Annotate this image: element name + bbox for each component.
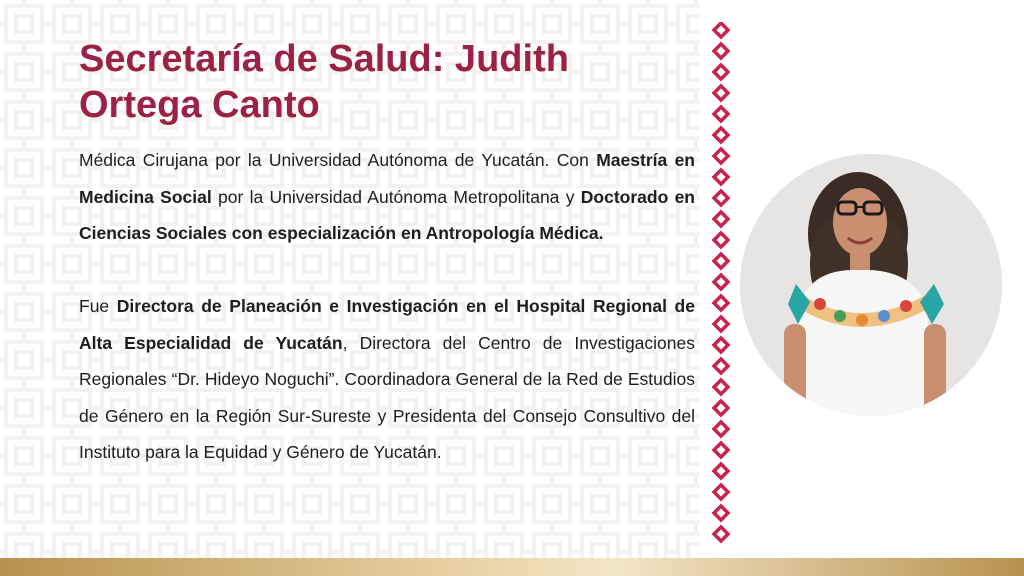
chain-link (714, 65, 728, 79)
chain-link (714, 380, 728, 394)
chain-link (714, 233, 728, 247)
chain-link (714, 443, 728, 457)
bio-text-bold: Directora de Planeación e Investigación en el Hospital Regional de Alta Especialidad de Yucatán (79, 296, 695, 353)
chain-link (714, 506, 728, 520)
chain-link (714, 527, 728, 541)
chain-link (714, 338, 728, 352)
chain-link (714, 485, 728, 499)
chain-link (714, 23, 728, 37)
bio-text-bold: Doctorado en Ciencias Sociales con especialización en Antropología Médica. (79, 186, 695, 243)
chain-link (714, 254, 728, 268)
bio-text-segment: Fue (79, 296, 117, 316)
chain-link (714, 44, 728, 58)
chain-divider-icon (709, 22, 733, 552)
chain-link (714, 107, 728, 121)
bio-text-segment: por la Universidad Autónoma Metropolitana y (211, 186, 581, 207)
chain-link (714, 170, 728, 184)
chain-link (714, 422, 728, 436)
bottom-band (0, 558, 1024, 576)
bio-text-bold: Maestría en Medicina Social (79, 150, 695, 207)
chain-link (714, 296, 728, 310)
portrait-photo (740, 154, 1002, 416)
page-title: Secretaría de Salud: Judith Ortega Canto (79, 38, 569, 126)
chain-link (714, 401, 728, 415)
chain-link (714, 128, 728, 142)
chain-link (714, 191, 728, 205)
bio-paragraph-1 (79, 142, 695, 252)
bio-text-segment: , Directora del Centro de Investigaciones Regionales “Dr. Hideyo Noguchi”. Coordinadora General de la Red de Estudios de Género en la Región Sur-Sureste y Presidenta del Consejo Consultivo del Instituto para la Equidad y Género de Yucatán. (79, 332, 695, 462)
chain-link (714, 86, 728, 100)
bio-text (79, 142, 695, 471)
chain-link (714, 359, 728, 373)
chain-link (714, 464, 728, 478)
chain-link (714, 275, 728, 289)
bio-text-segment: Médica Cirujana por la Universidad Autónoma de Yucatán. Con (79, 150, 597, 170)
chain-link (714, 212, 728, 226)
chain-link (714, 149, 728, 163)
bio-paragraph-2 (79, 288, 695, 471)
chain-link (714, 317, 728, 331)
